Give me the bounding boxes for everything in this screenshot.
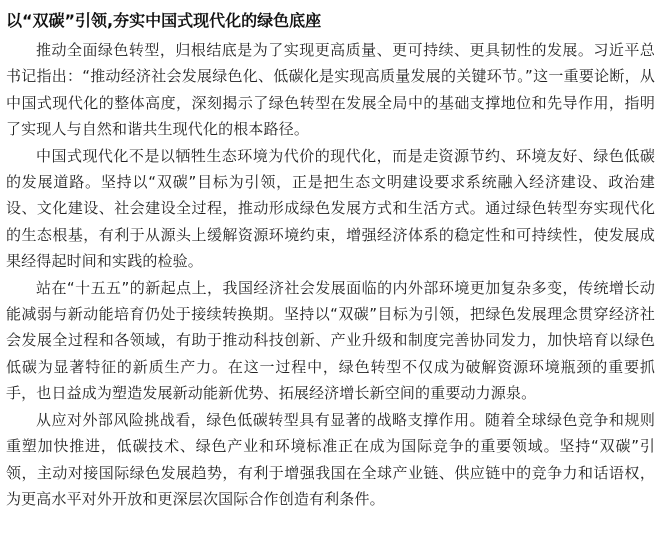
paragraph-2: 中国式现代化不是以牺牲生态环境为代价的现代化，而是走资源节约、环境友好、绿色低碳的发展道路。坚持以“双碳”目标为引领，正是把生态文明建设要求系统融入经济建设、政治建设、文化建设、社会建设全过程，推动形成绿色发展方式和生活方式。通过绿色转型夯实现代化的生态根基，有利于从源头上缓解资源环境约束，增强经济体系的稳定性和可持续性，使发展成果经得起时间和实践的检验。: [6, 146, 655, 271]
paragraph-4: 从应对外部风险挑战看，绿色低碳转型具有显著的战略支撑作用。随着全球绿色竞争和规则重塑加快推进，低碳技术、绿色产业和环境标准正在成为国际竞争的重要领域。坚持“双碳”引领，主动对接国际绿色发展趋势，有利于增强我国在全球产业链、供应链中的竞争力和话语权，为更高水平对外开放和更深层次国际合作创造有利条件。: [6, 410, 655, 508]
paragraph-1: 推动全面绿色转型，归根结底是为了实现更高质量、更可持续、更具韧性的发展。习近平总书记指出：“推动经济社会发展绿色化、低碳化是实现高质量发展的关键环节。”这一重要论断，从中国式现代化的整体高度，深刻揭示了绿色转型在发展全局中的基础支撑地位和先导作用，指明了实现人与自然和谐共生现代化的根本路径。: [6, 41, 655, 139]
paragraph-3: 站在“十五五”的新起点上，我国经济社会发展面临的内外部环境更加复杂多变，传统增长动能减弱与新动能培育仍处于接续转换期。坚持以“双碳”目标为引领，把绿色发展理念贯穿经济社会发展全过程和各领域，有助于推动科技创新、产业升级和制度完善协同发力，加快培育以绿色低碳为显著特征的新质生产力。在这一过程中，绿色转型不仅成为破解资源环境瓶颈的重要抓手，也日益成为塑造发展新动能新优势、拓展经济增长新空间的重要动力源泉。: [6, 278, 655, 403]
article-heading: 以“双碳”引领,夯实中国式现代化的绿色底座: [6, 11, 322, 30]
